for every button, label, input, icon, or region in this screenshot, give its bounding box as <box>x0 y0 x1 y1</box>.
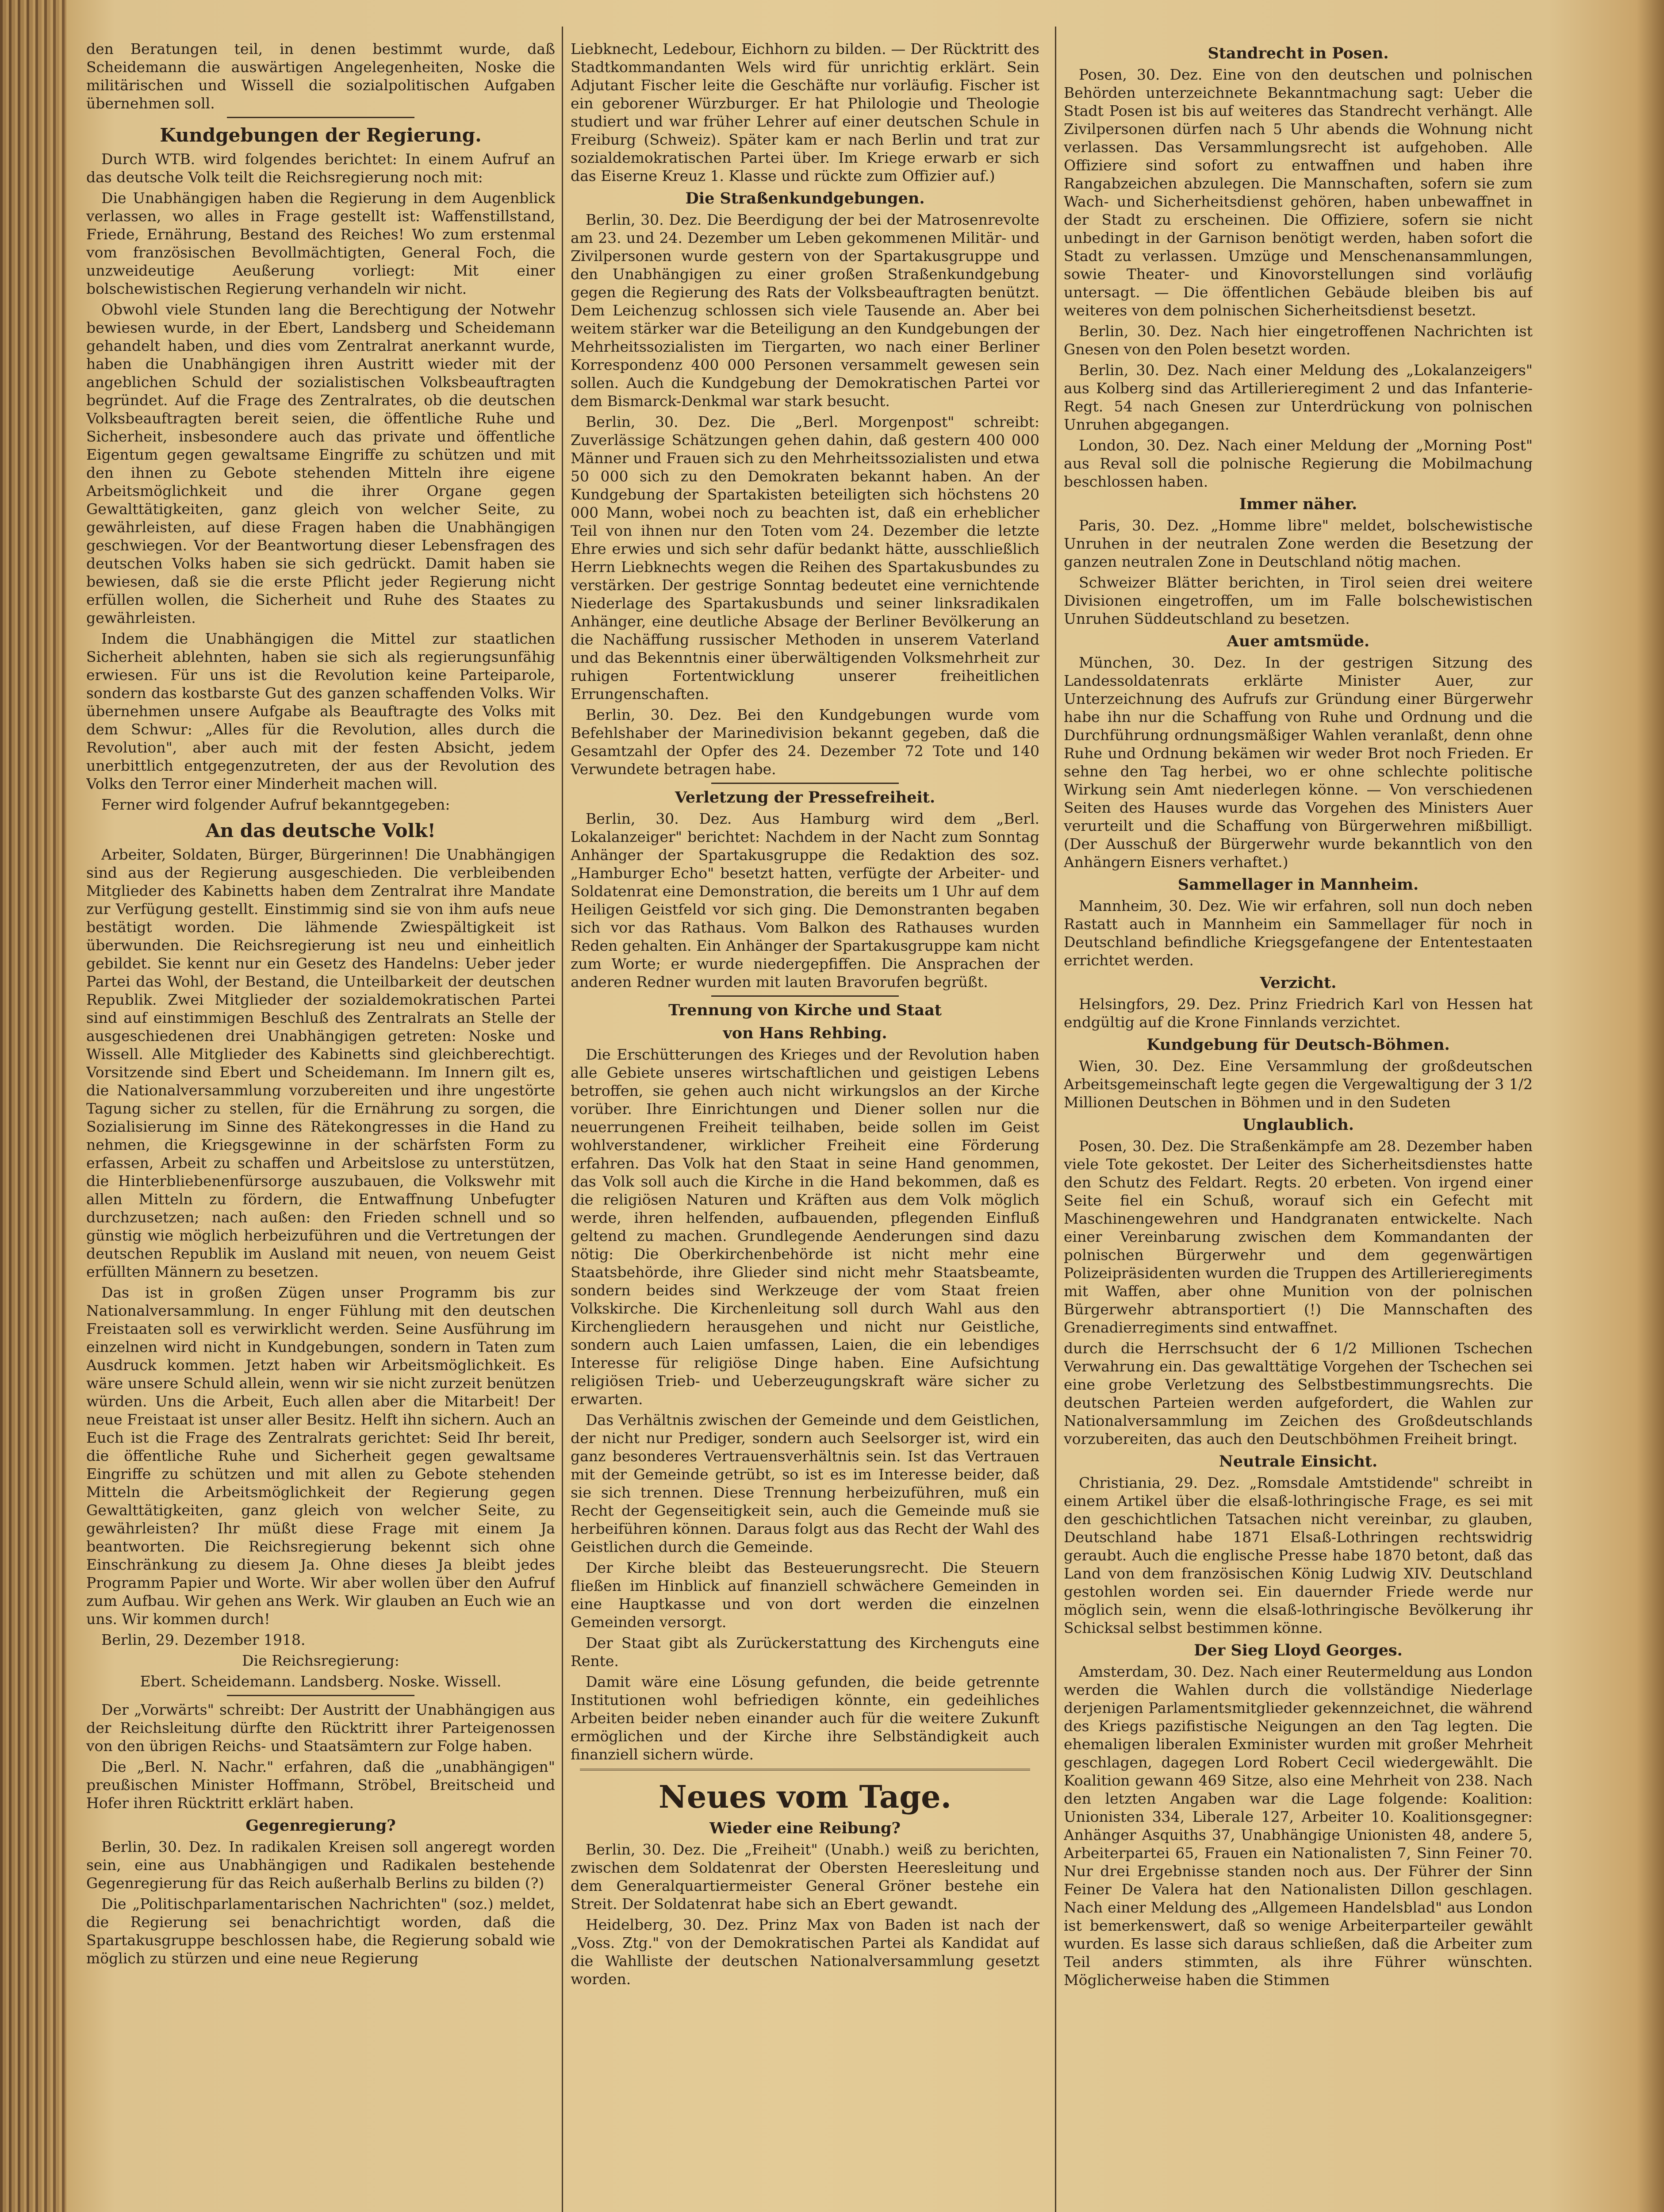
article-text: Die „Berl. N. Nachr." erfahren, daß die „unabhängigen" preußischen Minister Hoffmann, Ströbel, Breitscheid und Hofer ihren Rücktritt erklärt haben. <box>86 1758 555 1812</box>
article-text: Berlin, 30. Dez. Aus Hamburg wird dem „Berl. Lokalanzeiger" berichtet: Nachdem in der Nacht zum Sonntag Anhänger der Spartakusgruppe die Redaktion des soz. „Hamburger Echo" besetzt hatten, verfügte der Arbeiter- und Soldatenrat eine Demonstration, die bereits um 1 Uhr auf dem Heiligen Geistfeld vor sich ging. Die Demonstranten begaben sich vor das Rathaus. Vom Balkon des Rathauses wurden Reden gehalten. Ein Anhänger der Spartakusgruppe kam nicht zum Worte; er wurde niedergepfiffen. Die Ansprachen der anderen Redner wurden mit lauten Bravorufen begrüßt. <box>571 810 1039 991</box>
subheadline: Unglaublich. <box>1242 1116 1354 1134</box>
article-text: Indem die Unabhängigen die Mittel zur staatlichen Sicherheit ablehnten, haben sie sich als regierungsunfähig erwiesen. Für uns ist die Revolution keine Parteiparole, sondern das kostbarste Gut des ganzen schaffenden Volks. Wir übernehmen unsere Aufgabe als Beauftragte des Volks mit dem Schwur: „Alles für die Revolution, alles durch die Revolution", aber auch mit der festen Absicht, jedem unerbittlich entgegenzutreten, der aus der Revolution des Volks den Terror einer Minderheit machen will. <box>86 630 555 792</box>
column-3 <box>1064 40 1533 2212</box>
article-text: Christiania, 29. Dez. „Romsdale Amtstidende" schreibt in einem Artikel über die elsaß-lothringische Frage, es sei mit den geschichtlichen Tatsachen nicht vereinbar, zu glauben, Deutschland habe 1871 Elsaß-Lothringen rechtswidrig geraubt. Auch die englische Presse habe 1870 betont, daß das Land von dem französischen König Ludwig XIV. Deutschland gestohlen worden sei. Ein dauernder Friede werde nur möglich sein, wenn die elsaß-lothringische Bevölkerung ihr Schicksal selbst bestimmen könne. <box>1064 1474 1533 1636</box>
article-text: Damit wäre eine Lösung gefunden, die beide getrennte Institutionen wohl befriedigen könnte, ein gedeihliches Arbeiten beider neben einander auch für die weitere Zukunft ermöglichen und der Kirche ihre Selbständigkeit auch finanziell sichern würde. <box>571 1673 1039 1763</box>
subheadline: Wieder eine Reibung? <box>709 1819 901 1837</box>
article-text: Berlin, 30. Dez. Bei den Kundgebungen wurde vom Befehlshaber der Marinedivision bekannt gegeben, daß die Gesamtzahl der Opfer des 24. Dezember 72 Tote und 140 Verwundete betragen habe. <box>571 706 1039 778</box>
section-title: Neues vom Tage. <box>658 1778 952 1815</box>
article-text: Amsterdam, 30. Dez. Nach einer Reutermeldung aus London werden die Wahlen durch die vollständige Niederlage derjenigen Parlamentsmitglieder gekennzeichnet, die während des Kriegs pazifistische Neigungen an den Tag legten. Die ehemaligen liberalen Exminister wurden mit großer Mehrheit geschlagen, dagegen Lord Robert Cecil wiedergewählt. Die Koalition gewann 469 Sitze, also eine Mehrheit von 238. Nach den letzten Angaben war die Lage folgende: Koalition: Unionisten 334, Liberale 127, Arbeiter 10. Koalitionsgegner: Anhänger Asquiths 37, Unabhängige Unionisten 48, andere 5, Arbeiterpartei 65, Frauen ein Nationalisten 7, Sinn Feiner 70. Nur drei Ergebnisse standen noch aus. Der Führer der Sinn Feiner De Valera hat den Nationalisten Dillon geschlagen. Nach einer Meldung des „Allgemeen Handelsblad" aus London ist bemerkenswert, daß so wenige Arbeiterparteiler gewählt wurden. Es lasse sich daraus schließen, daß die Arbeiter zum Teil anders stimmten, als ihre Führer wünschten. Möglicherweise haben die Stimmen <box>1064 1663 1533 1989</box>
subheadline: Immer näher. <box>1239 495 1357 513</box>
article-text: Das Verhältnis zwischen der Gemeinde und dem Geistlichen, der nicht nur Prediger, sondern auch Seelsorger ist, wird ein ganz besonderes Vertrauensverhältnis sein. Ist das Vertrauen mit der Gemeinde getrübt, so ist es im Interesse beider, daß sie sich trennen. Diese Trennung herbeizuführen, muß ein Recht der Gegenseitigkeit sein, auch die Gemeinde muß sie herbeiführen können. Daraus folgt aus das Recht der Wahl des Geistlichen durch die Gemeinde. <box>571 1411 1039 1555</box>
signature-names: Ebert. Scheidemann. Landsberg. Noske. Wissell. <box>140 1673 502 1690</box>
column-2 <box>571 40 1039 2212</box>
article-text: London, 30. Dez. Nach einer Meldung der „Morning Post" aus Reval soll die polnische Regierung die Mobilmachung beschlossen haben. <box>1064 437 1533 490</box>
byline: von Hans Rehbing. <box>723 1024 887 1042</box>
subheadline: Die Straßenkundgebungen. <box>685 189 925 207</box>
article-text: Posen, 30. Dez. Die Straßenkämpfe am 28. Dezember haben viele Tote gekostet. Der Leiter des Sicherheitsdienstes hatte den Schutz des Feldart. Regts. 20 erbeten. Von irgend einer Seite fiel ein Schuß, worauf sich ein Gefecht mit Maschinengewehren und Handgranaten entwickelte. Nach einer Vereinbarung zwischen dem Kommandanten der polnischen Bürgerwehr und dem gegenwärtigen Polizeipräsidenten wurden die Truppen des Artillerieregiments mit Waffen, aber ohne Munition von der polnischen Bürgerwehr abtransportiert (!) Die Mannschaften des Grenadierregiments sind entwaffnet. <box>1064 1137 1533 1336</box>
article-text: Ferner wird folgender Aufruf bekanntgegeben: <box>101 796 450 813</box>
article-text: Berlin, 30. Dez. Die Beerdigung der bei der Matrosenrevolte am 23. und 24. Dezember um Leben gekommenen Militär- und Zivilpersonen wurde gestern von der Spartakusgruppe und den Unabhängigen zu einer großen Straßenkundgebung gegen die Regierung des Rats der Volksbeauftragten benützt. Dem Leichenzug schlossen sich viele Tausende an. Aber bei weitem stärker war die Beteiligung an den Kundgebungen der Mehrheitssozialisten im Tiergarten, wo nach einer Berliner Korrespondenz 400 000 Personen versammelt gewesen sein sollen. Auch die Kundgebung der Demokratischen Partei vor dem Bismarck-Denkmal war stark besucht. <box>571 211 1039 410</box>
subheadline: Trennung von Kirche und Staat <box>668 1001 942 1019</box>
article-text: Liebknecht, Ledebour, Eichhorn zu bilden. — Der Rücktritt des Stadtkommandanten Wels wird für unrichtig erklärt. Sein Adjutant Fischer leite die Geschäfte nur vorläufig. Fischer ist ein geborener Würzburger. Er hat Philologie und Theologie studiert und war früher Lehrer auf einer deutschen Schule in Freiburg (Schweiz). Später kam er nach Berlin und trat zur sozialdemokratischen Partei über. Im Kriege erwarb er sich das Eiserne Kreuz 1. Klasse und rückte zum Offizier auf.) <box>571 40 1039 184</box>
article-text: Das ist in großen Zügen unser Programm bis zur Nationalversammlung. In enger Fühlung mit den deutschen Freistaaten soll es verwirklicht werden. Seine Ausführung im einzelnen wird nicht in Kundgebungen, sondern in Taten zum Ausdruck kommen. Jetzt haben wir Arbeitsmöglichkeit. Es wäre unsere Schuld allein, wenn wir sie nicht zurzeit benützen würden. Uns die Arbeit, Euch allen aber die Mitarbeit! Der neue Freistaat ist unser aller Besitz. Helft ihn sichern. Auch an Euch ist die Frage des Zentralrats gerichtet: Seid Ihr bereit, die öffentliche Ruhe und Sicherheit gegen gewaltsame Eingriffe zu schützen und mit allen zu Gebote stehenden Mitteln die Arbeitsmöglichkeit der Regierung gegen Gewalttätigkeiten, ganz gleich von welcher Seite, zu gewährleisten? Ihr müßt diese Frage mit einem Ja beantworten. Die Reichsregierung bekennt sich ohne Einschränkung zu diesem Ja. Ohne dieses Ja bleibt jedes Programm Papier und Worte. Wir aber wollen über den Aufruf zum Aufbau. Wir gehen ans Werk. Wir glauben an Euch wie an uns. Wir kommen durch! <box>86 1284 555 1628</box>
article-text: durch die Herrschsucht der 6 1/2 Millionen Tschechen Verwahrung ein. Das gewalttätige Vorgehen der Tschechen sei eine grobe Verletzung des Selbstbestimmungsrechts. Die deutschen Parteien werden aufgefordert, die Wahlen zur Nationalversammlung im Zeichen des Großdeutschlands vorzubereiten, das auch den Deutschböhmen Freiheit bringt. <box>1064 1340 1533 1448</box>
article-text: Berlin, 30. Dez. Nach hier eingetroffenen Nachrichten ist Gnesen von den Polen besetzt worden. <box>1064 323 1533 358</box>
article-text: Die Unabhängigen haben die Regierung in dem Augenblick verlassen, wo alles in Frage gestellt ist: Waffenstillstand, Friede, Ernährung, Bestand des Reiches! Wo zum erstenmal vom französischen Bevollmächtigten, General Foch, die unzweideutige Aeußerung vorliegt: Mit einer bolschewistischen Regierung verhandeln wir nicht. <box>86 189 555 297</box>
article-text: Der Staat gibt als Zurückerstattung des Kirchenguts eine Rente. <box>571 1634 1039 1670</box>
subheadline: Standrecht in Posen. <box>1208 44 1389 62</box>
headline: An das deutsche Volk! <box>206 820 436 841</box>
article-text: Obwohl viele Stunden lang die Berechtigung der Notwehr bewiesen wurde, in der Ebert, Landsberg und Scheidemann gehandelt haben, und dies vom Zentralrat anerkannt wurde, haben die Unabhängigen ihren Austritt wieder mit der angeblichen Schuld der sozialistischen Volksbeauftragten begründet. Auf die Frage des Zentralrates, ob die deutschen Volksbeauftragten bereit seien, die öffentliche Ruhe und Sicherheit, insbesondere auch das private und öffentliche Eigentum gegen gewaltsame Eingriffe zu schützen und mit den ihnen zu Gebote stehenden Mitteln ihre eigene Arbeitsmöglichkeit und die ihrer Organe gegen Gewalttätigkeiten, ganz gleich von welcher Seite, zu gewährleisten, auf diese Fragen haben die Unabhängigen geschwiegen. Vor der Beantwortung dieser Lebensfragen des deutschen Volks haben sie sich gedrückt. Damit haben sie bewiesen, daß sie die erste Pflicht jeder Regierung nicht erfüllen wollen, die Sicherheit und Ruhe des Staates zu gewährleisten. <box>86 301 555 626</box>
article-text: München, 30. Dez. In der gestrigen Sitzung des Landessoldatenrats erklärte Minister Auer, zur Unterzeichnung des Aufrufs zur Gründung einer Bürgerwehr habe ihn nur die Schaffung von Ruhe und Ordnung und die Durchführung ordnungsmäßiger Wahlen veranlaßt, denn ohne Ruhe und Ordnung bekämen wir weder Brot noch Frieden. Er sehne den Tag herbei, wo er ohne schlechte politische Wirkung sein Amt niederlegen könne. — Von verschiedenen Seiten des Hauses wurde das Vorgehen des Ministers Auer verurteilt und die Schaffung von Bürgerwehren mißbilligt. (Der Ausschuß der Bürgerwehr wurde bekanntlich von den Anhängern Eisners verhaftet.) <box>1064 654 1533 871</box>
subheadline: Sammellager in Mannheim. <box>1177 876 1419 894</box>
article-text: Posen, 30. Dez. Eine von den deutschen und polnischen Behörden unterzeichnete Bekanntmachung sagt: Ueber die Stadt Posen ist bis auf weiteres das Standrecht verhängt. Alle Zivilpersonen dürfen nach 5 Uhr abends die Wohnung nicht verlassen. Das Versammlungsrecht ist aufgehoben. Alle Offiziere sind sofort zu entwaffnen und haben ihre Rangabzeichen abzulegen. Die Mannschaften, sofern sie zum Wach- und Sicherheitsdienst gehören, haben unbewaffnet in der Stadt zu erscheinen. Die Offiziere, sofern sie nicht unbedingt in der Garnison benötigt werden, haben sofort die Stadt zu verlassen. Umzüge und Menschenansammlungen, sowie Theater- und Kinovorstellungen sind vorläufig untersagt. — Die öffentlichen Gebäude bleiben bis auf weiteres von dem polnischen Sicherheitsdienst besetzt. <box>1064 66 1533 319</box>
separator <box>711 783 899 784</box>
article-text: Helsingfors, 29. Dez. Prinz Friedrich Karl von Hessen hat endgültig auf die Krone Finnlands verzichtet. <box>1064 995 1533 1031</box>
date-line: Berlin, 29. Dezember 1918. <box>101 1631 306 1648</box>
article-text: den Beratungen teil, in denen bestimmt wurde, daß Scheidemann die auswärtigen Angelegenheiten, Noske die militärischen und Wissell die sozialpolitischen Aufgaben übernehmen soll. <box>86 40 555 112</box>
subheadline: Verletzung der Pressefreiheit. <box>675 788 936 806</box>
separator <box>711 995 899 997</box>
signature-title: Die Reichsregierung: <box>242 1652 399 1669</box>
subheadline: Kundgebung für Deutsch-Böhmen. <box>1146 1036 1450 1054</box>
article-text: Wien, 30. Dez. Eine Versammlung der großdeutschen Arbeitsgemeinschaft legte gegen die Vergewaltigung der 3 1/2 Millionen Deutschen in Böhmen und in den Sudeten <box>1064 1057 1533 1111</box>
article-text: Schweizer Blätter berichten, in Tirol seien drei weitere Divisionen eingetroffen, um im Falle bolschewistischen Unruhen Süddeutschland zu besetzen. <box>1064 574 1533 627</box>
subheadline: Der Sieg Lloyd Georges. <box>1194 1641 1403 1659</box>
article-text: Heidelberg, 30. Dez. Prinz Max von Baden ist nach der „Voss. Ztg." von der Demokratischen Partei als Kandidat auf die Wahlliste der deutschen Nationalversammlung gesetzt worden. <box>571 1916 1039 1988</box>
article-text: Paris, 30. Dez. „Homme libre" meldet, bolschewistische Unruhen in der neutralen Zone werden die Besetzung der ganzen neutralen Zone in Deutschland nötig machen. <box>1064 517 1533 570</box>
headline: Kundgebungen der Regierung. <box>160 124 482 146</box>
article-text: Berlin, 30. Dez. Die „Berl. Morgenpost" schreibt: Zuverlässige Schätzungen gehen dahin, daß gestern 400 000 Männer und Frauen sich zu den Mehrheitssozialisten und etwa 50 000 sich zu den Demokraten bekannt haben. An der Kundgebung der Spartakisten beteiligten sich höchstens 20 000 Mann, wobei noch zu beachten ist, daß ein erheblicher Teil von ihnen nur den Toten vom 24. Dezember die letzte Ehre erwies und sich sehr dafür bedankt hätte, ausschließlich Herrn Liebknechts wegen die Reihen des Spartakusbundes zu verstärken. Der gestrige Sonntag bedeutet eine vernichtende Niederlage des Spartakusbunds und seiner linksradikalen Anhänger, eine deutliche Absage der Berliner Bevölkerung an die Nachäffung russischer Methoden in unserem Vaterland und das Bekenntnis einer überwältigenden Volksmehrheit zur ruhigen Fortentwicklung unserer freiheitlichen Errungenschaften. <box>571 413 1039 703</box>
article-text: Durch WTB. wird folgendes berichtet: In einem Aufruf an das deutsche Volk teilt die Reichsregierung noch mit: <box>86 150 555 186</box>
article-text: Die Erschütterungen des Krieges und der Revolution haben alle Gebiete unseres wirtschaftlichen und geistigen Lebens betroffen, sie gehen auch nicht wirkungslos an der Kirche vorüber. Ihre Einrichtungen und Diener sollen nur die neuerrungenen Freiheit teilhaben, beide sollen im Geist wohlverstandener, wirklicher Freiheit eine Förderung erfahren. Das Volk hat den Staat in seine Hand genommen, das Volk soll auch die Kirche in die Hand bekommen, daß es die religiösen Naturen und Kräften aus dem Volk möglich werde, ihren helfenden, aufbauenden, pflegenden Einfluß geltend zu machen. Grundlegende Aenderungen sind dazu nötig: Die Oberkirchenbehörde ist nicht mehr eine Staatsbehörde, ihre Glieder sind nicht mehr Staatsbeamte, sondern beides sind Werkzeuge der vom Staat freien Volkskirche. Die Kirchenleitung soll durch Wahl aus den Kirchengliedern herausgehen und nicht nur Geistliche, sondern auch Laien umfassen, Laien, die ein lebendiges Interesse für religiöse Dinge haben. Eine Aufsichtung religiösen Trieb- und Ueberzeugungskraft wäre sicher zu erwarten. <box>571 1046 1039 1408</box>
article-text: Berlin, 30. Dez. In radikalen Kreisen soll angeregt worden sein, eine aus Unabhängigen und Radikalen bestehende Gegenregierung für das Reich außerhalb Berlins zu bilden (?) <box>86 1838 555 1892</box>
subheadline: Neutrale Einsicht. <box>1219 1452 1378 1471</box>
column-1 <box>86 40 555 2212</box>
article-text: Arbeiter, Soldaten, Bürger, Bürgerinnen! Die Unabhängigen sind aus der Regierung ausgeschieden. Die verbleibenden Mitglieder des Kabinetts haben dem Zentralrat ihre Mandate zur Verfügung gestellt. Einstimmig sind sie von ihm aufs neue bestätigt worden. Die lähmende Zwiespältigkeit ist überwunden. Die Reichsregierung ist neu und einheitlich gebildet. Sie kennt nur ein Gesetz des Handelns: Ueber jeder Partei das Wohl, der Bestand, die Unteilbarkeit der deutschen Republik. Zwei Mitglieder der sozialdemokratischen Partei sind auf einstimmigen Beschluß des Zentralrats an Stelle der ausgeschiedenen drei Unabhängigen getreten: Noske und Wissell. Alle Mitglieder des Kabinetts sind gleichberechtigt. Vorsitzende sind Ebert und Scheidemann. Im Innern gilt es, die Nationalversammlung vorzubereiten und ihre ungestörte Tagung sicher zu stellen, für die Ernährung zu sorgen, die Sozialisierung im Sinne des Rätekongresses in die Hand zu nehmen, die Kriegsgewinne in der schärfsten Form zu erfassen, Arbeit zu schaffen und Arbeitslose zu unterstützen, die Hinterbliebenenfürsorge auszubauen, die Volkswehr mit allen Mitteln zu fördern, die Entwaffnung Unbefugter durchzusetzen; nach außen: den Frieden schnell und so günstig wie möglich herbeizuführen und die Vertretungen der deutschen Republik im Ausland mit neuen, von neuem Geist erfüllten Männern zu besetzen. <box>86 846 555 1280</box>
subheadline: Gegenregierung? <box>245 1816 396 1835</box>
article-text: Berlin, 30. Dez. Die „Freiheit" (Unabh.) weiß zu berichten, zwischen dem Soldatenrat der Obersten Heeresleitung und dem Generalquartiermeister General Gröner bestehe ein Streit. Der Soldatenrat habe sich an Ebert gewandt. <box>571 1841 1039 1912</box>
article-text: Berlin, 30. Dez. Nach einer Meldung des „Lokalanzeigers" aus Kolberg sind das Artillerieregiment 2 und das Infanterie-Regt. 54 nach Gnesen zur Unterdrückung von polnischen Unruhen abgegangen. <box>1064 361 1533 433</box>
subheadline: Verzicht. <box>1260 974 1337 992</box>
article-text: Die „Politischparlamentarischen Nachrichten" (soz.) meldet, die Regierung sei benachrichtigt worden, daß die Spartakusgruppe beschlossen habe, die Regierung sobald wie möglich zu stürzen und eine neue Regierung <box>86 1895 555 1967</box>
column-rule <box>562 27 563 2212</box>
section-separator <box>580 1769 1030 1770</box>
book-binding-edge <box>0 0 66 2212</box>
article-text: Der „Vorwärts" schreibt: Der Austritt der Unabhängigen aus der Reichsleitung dürfte den Rücktritt ihrer Parteigenossen von den übrigen Reichs- und Staatsämtern zur Folge haben. <box>86 1701 555 1755</box>
article-text: Der Kirche bleibt das Besteuerungsrecht. Die Steuern fließen im Hinblick auf finanziell schwächere Gemeinden in eine Hauptkasse und von dort werden die einzelnen Gemeinden versorgt. <box>571 1559 1039 1631</box>
column-rule <box>1055 27 1056 2212</box>
subheadline: Auer amtsmüde. <box>1227 632 1370 650</box>
separator <box>227 117 414 118</box>
separator <box>227 1695 414 1696</box>
article-text: Mannheim, 30. Dez. Wie wir erfahren, soll nun doch neben Rastatt auch in Mannheim ein Sammellager für noch in Deutschland befindliche Kriegsgefangene der Ententestaaten errichtet werden. <box>1064 897 1533 969</box>
